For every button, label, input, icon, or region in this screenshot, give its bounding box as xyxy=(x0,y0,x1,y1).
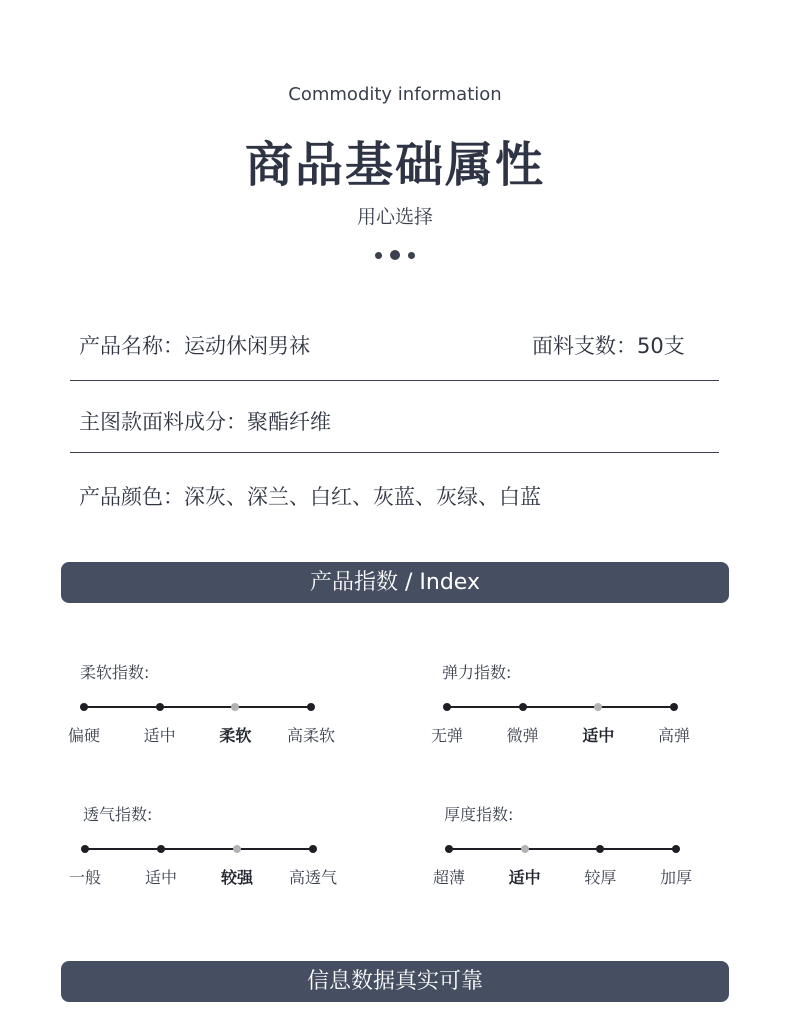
softness-scale-option: 适中 xyxy=(143,726,176,745)
product-name: 产品名称：运动休闲男袜 xyxy=(79,334,310,358)
breathability-scale-dot xyxy=(233,845,241,853)
thickness-scale-option: 适中 xyxy=(508,868,541,887)
softness-scale-dot xyxy=(231,703,239,711)
thickness-scale-dot xyxy=(521,845,529,853)
fabric-composition: 主图款面料成分：聚酯纤维 xyxy=(79,410,331,434)
dot-icon xyxy=(390,250,400,260)
elasticity-scale-option: 适中 xyxy=(582,726,615,745)
elasticity-index-label: 弹力指数: xyxy=(442,663,512,682)
elasticity-scale-line xyxy=(447,706,674,708)
elasticity-scale-option: 高弹 xyxy=(657,726,690,745)
breathability-scale-line xyxy=(85,848,313,850)
thickness-scale-dot xyxy=(445,845,453,853)
elasticity-scale-dot xyxy=(519,703,527,711)
elasticity-scale-dot xyxy=(443,703,451,711)
breathability-scale-dot xyxy=(157,845,165,853)
softness-scale-dot xyxy=(307,703,315,711)
divider xyxy=(70,380,719,381)
product-colors: 产品颜色：深灰、深兰、白红、灰蓝、灰绿、白蓝 xyxy=(79,485,541,509)
divider xyxy=(70,452,719,453)
thickness-scale-line xyxy=(449,848,676,850)
softness-scale-option: 高柔软 xyxy=(286,726,335,745)
dot-icon xyxy=(375,252,382,259)
yarn-count: 面料支数：50支 xyxy=(532,334,685,358)
decorative-dots xyxy=(0,250,790,260)
breathability-scale-dot xyxy=(309,845,317,853)
thickness-scale-option: 超薄 xyxy=(432,868,465,887)
softness-scale-dot xyxy=(80,703,88,711)
breathability-scale-option: 适中 xyxy=(144,868,177,887)
page-title: 商品基础属性 xyxy=(244,137,545,193)
elasticity-scale-option: 无弹 xyxy=(430,726,463,745)
elasticity-scale-option: 微弹 xyxy=(506,726,539,745)
footer-bar: 信息数据真实可靠 xyxy=(61,961,729,1002)
thickness-index-label: 厚度指数: xyxy=(444,805,514,824)
softness-scale-dot xyxy=(156,703,164,711)
breathability-scale-option: 较强 xyxy=(220,868,253,887)
softness-scale-line xyxy=(84,706,311,708)
breathability-scale-option: 一般 xyxy=(68,868,101,887)
subtitle-english: Commodity information xyxy=(288,84,502,105)
elasticity-scale-dot xyxy=(670,703,678,711)
thickness-scale-option: 加厚 xyxy=(659,868,692,887)
breathability-index-label: 透气指数: xyxy=(83,805,153,824)
softness-index-label: 柔软指数: xyxy=(80,663,150,682)
softness-scale-option: 偏硬 xyxy=(67,726,100,745)
breathability-scale-option: 高透气 xyxy=(288,868,337,887)
thickness-scale-option: 较厚 xyxy=(584,868,617,887)
index-section-bar: 产品指数 / Index xyxy=(61,562,729,603)
tagline: 用心选择 xyxy=(356,206,433,228)
softness-scale-option: 柔软 xyxy=(219,726,252,745)
elasticity-scale-dot xyxy=(594,703,602,711)
thickness-scale-dot xyxy=(672,845,680,853)
breathability-scale-dot xyxy=(81,845,89,853)
thickness-scale-dot xyxy=(596,845,604,853)
dot-icon xyxy=(408,252,415,259)
